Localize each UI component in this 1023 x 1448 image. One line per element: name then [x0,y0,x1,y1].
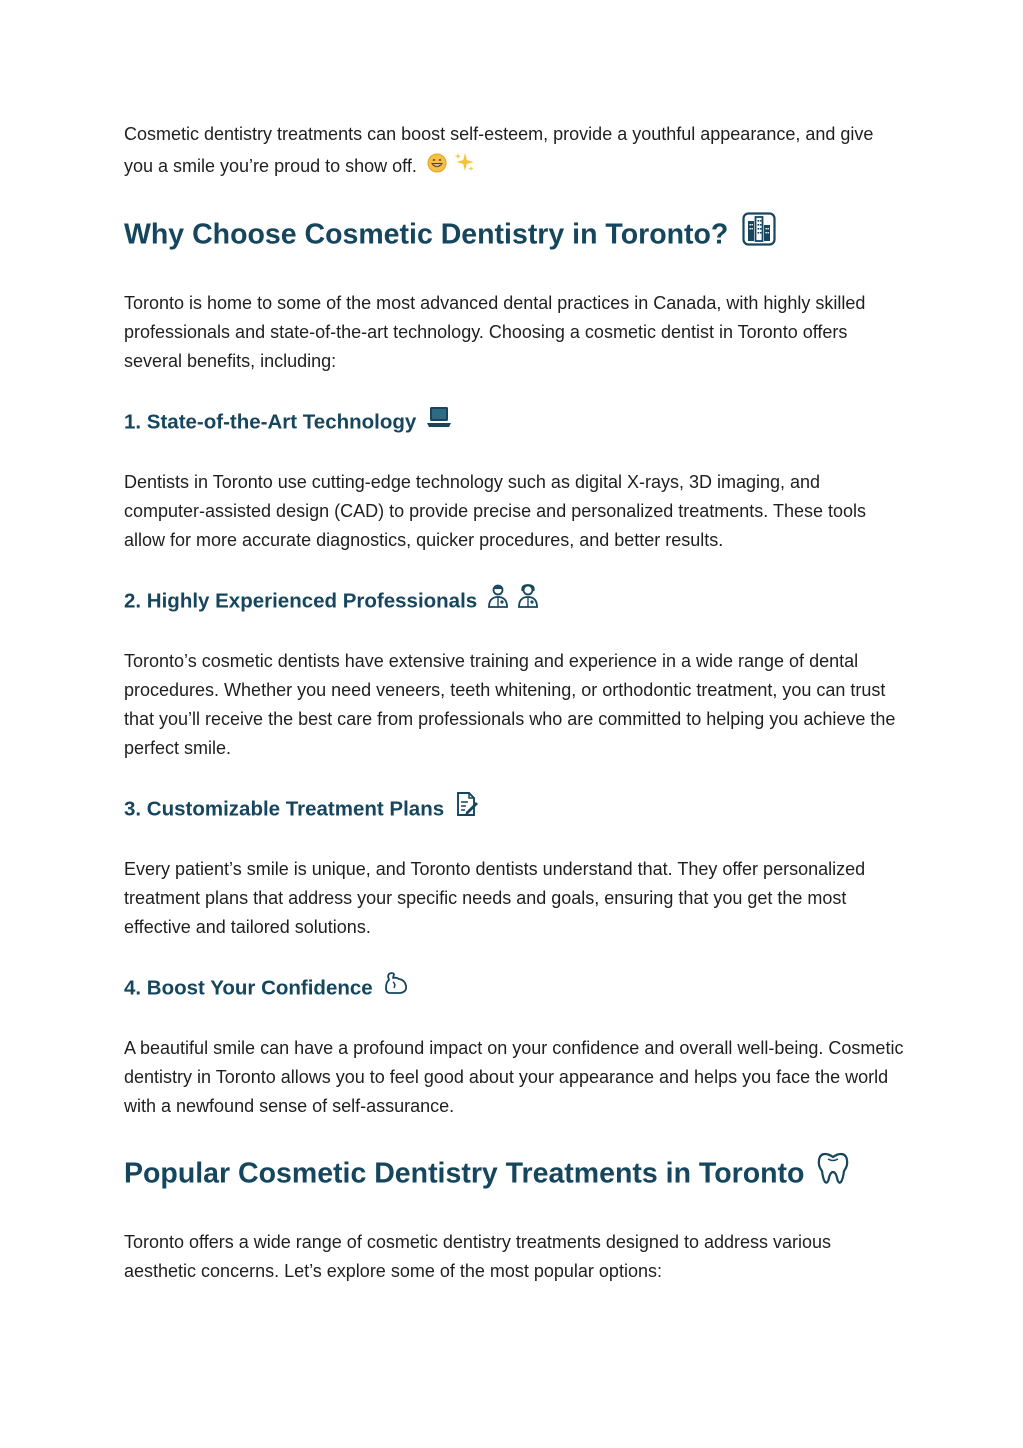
item-2-heading [124,585,904,619]
item-2-paragraph: Toronto’s cosmetic dentists have extensive training and experience in a wide range of dental procedures. Whether you need veneers, teeth whitening, or orthodontic treatment, you can trust that you’ll receive the best care from professionals who are committed to helping you achieve the perfect smile. [124,651,896,759]
item-4-heading [124,972,904,1006]
why-heading [124,214,904,258]
laptop-icon [425,404,453,438]
memo-icon [455,791,479,825]
item-4-heading-text: 4. Boost Your Confidence [124,976,373,1000]
grinning-face-icon [427,151,447,183]
item-1-paragraph: Dentists in Toronto use cutting-edge technology such as digital X-rays, 3D imaging, and computer-assisted design (CAD) to provide precise and personalized treatments. These tools allow for more accurate diagnostics, quicker procedures, and better results. [124,472,867,551]
intro-paragraph [124,118,894,183]
cityscape-icon [742,212,776,256]
health-worker-icon [487,583,509,617]
popular-heading-text: Popular Cosmetic Dentistry Treatments in Toronto [124,1157,805,1190]
item-4-paragraph: A beautiful smile can have a profound impact on your confidence and overall well-being. Cosmetic dentistry in Toronto allows you to feel good about your appearance and helps you face the world with a newfound sense of self-assurance. [124,1038,904,1117]
item-2-heading-text: 2. Highly Experienced Professionals [124,589,478,613]
flexed-biceps-icon [382,970,410,1004]
why-heading-text: Why Choose Cosmetic Dentistry in Toronto? [124,218,729,251]
popular-paragraph: Toronto offers a wide range of cosmetic dentistry treatments designed to address various aesthetic concerns. Let’s explore some of the most popular options: [124,1232,832,1282]
item-1-heading-text: 1. State-of-the-Art Technology [124,410,417,434]
document-page [124,118,904,1286]
item-1-heading [124,406,904,440]
item-3-heading-text: 3. Customizable Treatment Plans [124,797,445,821]
popular-heading [124,1153,904,1197]
intro-text: Cosmetic dentistry treatments can boost self-esteem, provide a youthful appearance, and give you a smile you’re proud to show off. [124,124,874,176]
sparkles-icon [453,151,475,183]
item-3-paragraph: Every patient’s smile is unique, and Toronto dentists understand that. They offer personalized treatment plans that address your specific needs and goals, ensuring that you get the most effective and tailored solutions. [124,859,866,938]
health-worker-icon [517,583,539,617]
tooth-icon [816,1151,850,1195]
why-paragraph: Toronto is home to some of the most advanced dental practices in Canada, with highly skilled professionals and state-of-the-art technology. Choosing a cosmetic dentist in Toronto offers several benefits, including: [124,293,866,372]
item-3-heading [124,793,904,827]
